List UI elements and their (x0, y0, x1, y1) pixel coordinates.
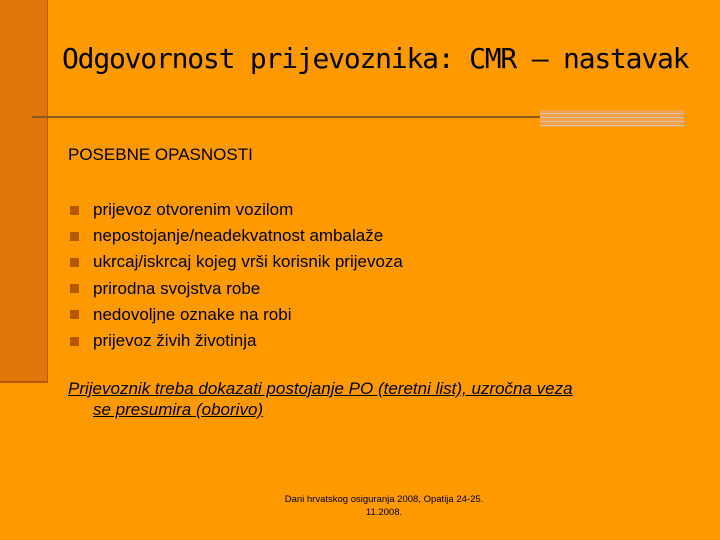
list-item (70, 249, 403, 275)
list-item-text: ukrcaj/iskrcaj kojeg vrši korisnik prijevoza (93, 252, 403, 272)
square-bullet-icon (70, 284, 79, 293)
square-bullet-icon (70, 258, 79, 267)
square-bullet-icon (70, 310, 79, 319)
footer-line-2: 11.2008. (365, 507, 403, 518)
conclusion-line-2: se presumira (oborivo) (93, 400, 264, 419)
list-item-text: prijevoz živih životinja (93, 331, 257, 351)
list-item (70, 328, 403, 354)
left-band-foot (0, 381, 48, 383)
list-item (70, 197, 403, 223)
list-item (70, 302, 403, 328)
square-bullet-icon (70, 206, 79, 215)
footer-line-1: Dani hrvatskog osiguranja 2008, Opatija 24-25. (284, 494, 484, 505)
list-item (70, 276, 403, 302)
left-band-edge (47, 0, 48, 382)
section-heading: POSEBNE OPASNOSTI (68, 145, 253, 164)
list-item-text: nepostojanje/neadekvatnost ambalaže (93, 226, 384, 246)
title-divider-accent (540, 110, 684, 127)
list-item (70, 223, 403, 249)
left-decorative-band (0, 0, 47, 382)
slide-title: Odgovornost prijevoznika: CMR – nastavak (62, 42, 689, 75)
list-item-text: prirodna svojstva robe (93, 278, 261, 298)
list-item-text: prijevoz otvorenim vozilom (93, 200, 294, 220)
square-bullet-icon (70, 337, 79, 346)
conclusion-statement (68, 378, 668, 420)
square-bullet-icon (70, 232, 79, 241)
slide-footer (276, 493, 492, 519)
list-item-text: nedovoljne oznake na robi (93, 304, 292, 324)
conclusion-line-1: Prijevoznik treba dokazati postojanje PO (teretni list), uzročna veza (68, 379, 573, 398)
bullet-list (70, 197, 403, 354)
